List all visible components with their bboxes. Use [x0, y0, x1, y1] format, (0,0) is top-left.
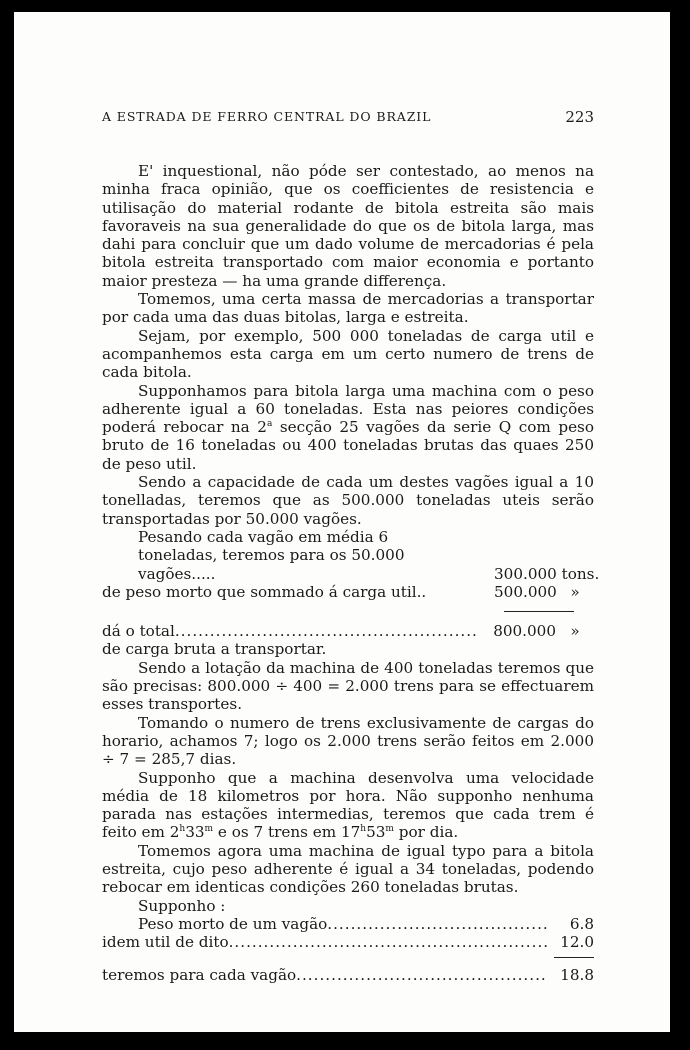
total-label: dá o total [102, 622, 175, 641]
paragraph-10 [102, 769, 594, 842]
narrow-total-dots [296, 966, 548, 984]
hours-superscript-2: h [360, 824, 367, 835]
narrow-useful-value: 12.0 [560, 933, 594, 952]
narrow-useful-dots [229, 933, 548, 951]
calc-row-deadweight-narrow [102, 915, 594, 933]
narrow-useful-label: idem util de dito [102, 933, 229, 952]
calc-row-total-narrow [102, 966, 594, 984]
paragraph-9: Tomando o numero de trens exclusivamente de cargas do horario, achamos 7; logo os 2.000 trens serão feitos em 2.000 ÷ 7 = 285,7 dias. [102, 713, 594, 769]
total-dots [175, 622, 478, 640]
page-body [102, 162, 600, 985]
weight-value: 300.000 tons. [494, 564, 600, 583]
narrow-deadweight-dots [327, 915, 548, 933]
paragraph-3: Sejam, por exemplo, 500 000 toneladas de carga util e acompanhemos esta carga em um certo numero de trens de cada bitola. [102, 326, 594, 382]
calc-row-total [102, 622, 594, 640]
total-rule [504, 611, 574, 612]
deadweight-unit: » [570, 582, 580, 601]
calc-row-weight-label: Pesando cada vagão em média 6 toneladas, teremos para os 50.000 vagões..... [138, 527, 405, 583]
paragraph-4-text-b: secção 25 vagões da serie Q com peso bruto de 16 toneladas ou 400 toneladas brutas das quaes 250 de peso util. [102, 418, 594, 473]
narrow-total-label: teremos para cada vagão [102, 966, 297, 985]
paragraph-1: E' inquestional, não póde ser contestado, ao menos na minha fraca opinião, que os coefficientes de resistencia e utilisação do material rodante de bitola estreita são mais favoraveis na sua generalidade do que os de bitola larga, mas dahi para concluir que um dado volume de mercadorias é pela bitola estreita transportado com maior economia e portanto maior presteza — ha uma grande differença. [102, 162, 594, 290]
page-number: 223 [565, 108, 594, 126]
paragraph-7: de carga bruta a transportar. [102, 640, 327, 659]
narrow-total-rule [554, 957, 594, 958]
deadweight-label: de peso morto que sommado á carga util.. [102, 582, 427, 601]
paragraph-8: Sendo a lotação da machina de 400 toneladas teremos que são precisas: 800.000 ÷ 400 = 2.000 trens para se effectuarem esses transportes. [102, 658, 594, 714]
paragraph-2: Tomemos, uma certa massa de mercadorias a transportar por cada uma das duas bitolas, larga e estreita. [102, 290, 594, 327]
paragraph-10-text-a: Supponho que a machina desenvolva uma velocidade média de 18 kilometros por hora. Não supponho nenhuma parada nas estações intermedias, teremos que cada trem é feito em 2 [102, 768, 594, 842]
narrow-deadweight-label: Peso morto de um vagão [138, 914, 328, 933]
paragraph-5: Sendo a capacidade de cada um destes vagões igual a 10 tonelladas, teremos que as 500.000 toneladas uteis serão transportadas por 50.000 vagões. [102, 473, 594, 528]
running-header [102, 108, 594, 126]
minutes-1: 33 [185, 823, 205, 842]
calc-row-useful-narrow [102, 933, 594, 951]
paragraph-4-text-a: Supponhamos para bitola larga uma machina com o peso adherente igual a 60 toneladas. Esta nas peiores condições poderá rebocar na 2 [102, 381, 594, 437]
hours-superscript-1: h [179, 824, 186, 835]
total-value: 800.000 [493, 622, 556, 641]
paragraph-4 [102, 382, 594, 473]
total-unit: » [570, 622, 580, 641]
deadweight-value: 500.000 [494, 582, 557, 601]
total-rule-row [102, 611, 594, 612]
running-title: A ESTRADA DE FERRO CENTRAL DO BRAZIL [102, 109, 432, 124]
minutes-superscript-1: m [204, 824, 214, 835]
narrow-total-rule-row [102, 957, 594, 958]
paragraph-11: Tomemos agora uma machina de igual typo para a bitola estreita, cujo peso adherente é igual a 34 toneladas, podendo rebocar em identicas condições 260 toneladas brutas. [102, 841, 594, 897]
minutes-2: 53 [366, 823, 386, 842]
narrow-deadweight-value: 6.8 [569, 914, 594, 933]
narrow-total-value: 18.8 [560, 966, 594, 985]
paragraph-10-text-b: e os 7 trens em 17 [213, 823, 361, 842]
paragraph-12: Supponho : [138, 896, 226, 915]
minutes-superscript-2: m [385, 824, 394, 835]
ordinal-superscript: a [266, 419, 273, 430]
paragraph-10-text-c: por dia. [393, 823, 459, 842]
book-page [14, 12, 670, 1032]
calc-row-deadweight [102, 583, 594, 601]
